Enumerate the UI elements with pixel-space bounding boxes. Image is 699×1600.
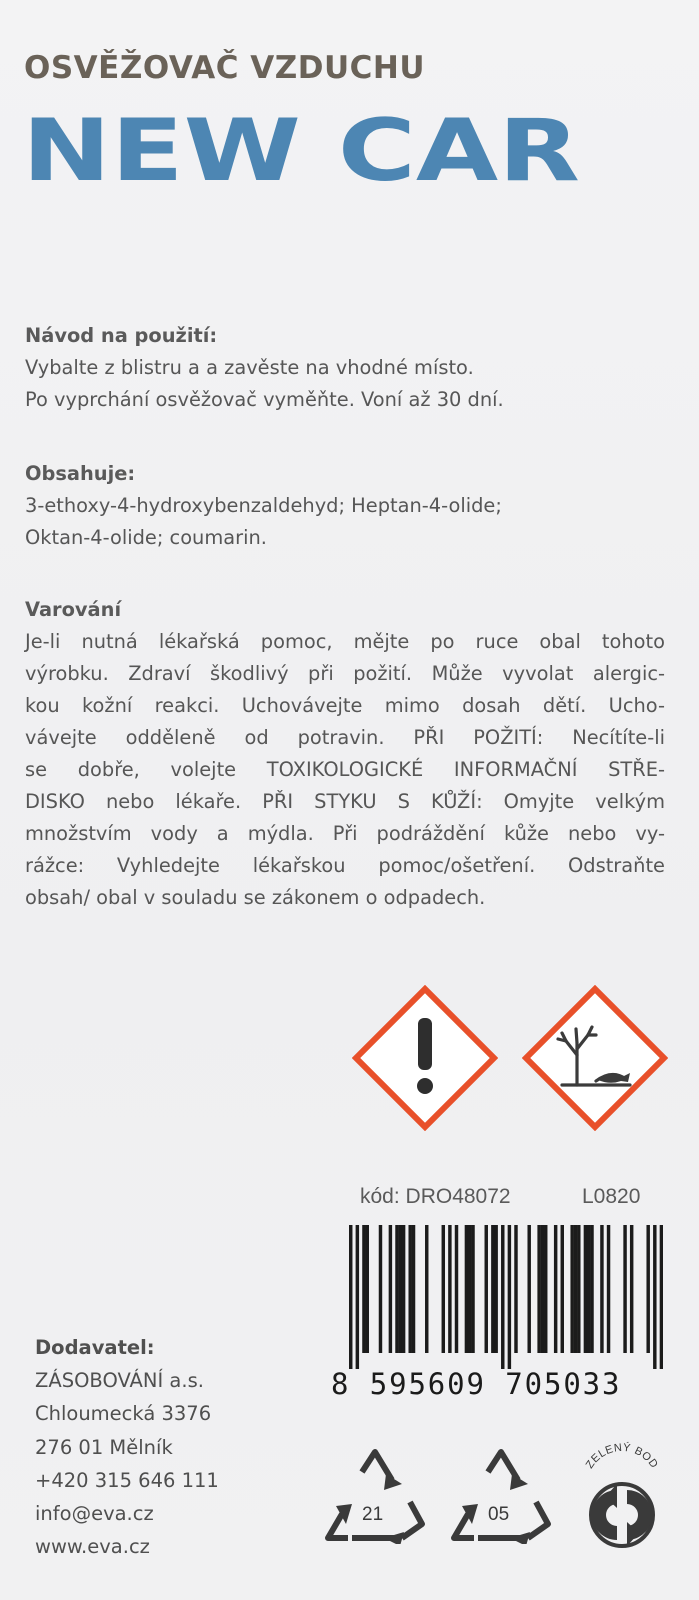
warning-line: vávejte odděleně od potravin. PŘI POŽITÍ: Necítíte-li <box>25 726 665 749</box>
supplier-line: 276 01 Mělník <box>35 1435 173 1459</box>
warning-line: DISKO nebo lékaře. PŘI STYKU S KŮŽÍ: Omyjte velkým <box>25 790 665 813</box>
contents-line: Oktan-4-olide; coumarin. <box>25 526 267 549</box>
barcode-bar <box>494 1225 497 1353</box>
barcode-bar <box>395 1225 398 1353</box>
barcode-number: 8 595609 705033 <box>331 1367 622 1401</box>
warning-line: rážce: Vyhledejte lékařskou pomoc/ošetření. Odstraňte <box>25 854 665 877</box>
supplier-line: +420 315 646 111 <box>35 1468 219 1492</box>
barcode-bar <box>537 1225 540 1353</box>
supplier-line: info@eva.cz <box>35 1502 154 1526</box>
contents-section <box>25 458 502 554</box>
recycling-triangle-icon <box>322 1448 428 1544</box>
exclamation-mark-hazard-icon <box>352 985 498 1131</box>
barcode-bar <box>399 1225 402 1353</box>
barcode-bar <box>349 1225 352 1369</box>
warning-line: výrobku. Zdraví škodlivý při požití. Může vyvolat alergic- <box>25 662 665 685</box>
supplier-line: ZÁSOBOVÁNÍ a.s. <box>35 1369 204 1393</box>
barcode-bar <box>590 1225 593 1353</box>
warning-heading: Varování <box>25 598 122 621</box>
barcode-bar <box>471 1225 474 1353</box>
recycling-symbol <box>322 1448 428 1544</box>
barcode-bar <box>570 1225 573 1353</box>
barcode-bar <box>491 1225 494 1353</box>
barcode-bar <box>442 1225 445 1353</box>
barcode-bar <box>468 1225 471 1353</box>
warning-line: obsah/ obal v souladu se zákonem o odpadech. <box>25 886 486 909</box>
instructions-section <box>25 320 504 416</box>
barcode-bar <box>508 1225 511 1369</box>
contents-line: 3-ethoxy-4-hydroxybenzaldehyd; Heptan-4-olide; <box>25 494 502 517</box>
warning-line: kou kožní reakci. Uchovávejte mimo dosah dětí. Ucho- <box>25 694 665 717</box>
barcode-bar <box>561 1225 564 1353</box>
barcode-bar <box>527 1225 530 1353</box>
warning-section <box>25 594 665 914</box>
barcode-bar <box>574 1225 577 1353</box>
barcode-bar <box>554 1225 557 1353</box>
barcode-bar <box>623 1225 626 1353</box>
barcode-bar <box>600 1225 603 1353</box>
barcode-bar <box>379 1225 382 1353</box>
product-code: kód: DRO48072 <box>360 1185 511 1208</box>
svg-text:ZELENÝ BOD <box>584 1441 660 1471</box>
warning-line: se dobře, volejte TOXIKOLOGICKÉ INFORMAČNÍ STŘE- <box>25 758 665 781</box>
barcode-bar <box>584 1225 587 1353</box>
barcode <box>349 1225 663 1369</box>
barcode-bar <box>587 1225 590 1353</box>
barcode-bar <box>425 1225 428 1353</box>
barcode-bar <box>402 1225 405 1353</box>
instructions-heading: Návod na použití: <box>25 324 218 347</box>
instructions-line: Po vyprchání osvěžovač vyměňte. Voní až 30 dní. <box>25 388 504 411</box>
barcode-bar <box>485 1225 488 1353</box>
barcode-bar <box>630 1225 633 1353</box>
lot-number: L0820 <box>582 1185 641 1208</box>
barcode-bar <box>544 1225 547 1353</box>
barcode-bar <box>412 1225 415 1353</box>
recycling-triangle-icon <box>448 1448 554 1544</box>
barcode-bar <box>541 1225 544 1353</box>
product-type-title: OSVĚŽOVAČ VZDUCHU <box>24 50 426 86</box>
barcode-bar <box>501 1225 504 1369</box>
barcode-bar <box>408 1225 411 1353</box>
supplier-line: www.eva.cz <box>35 1535 150 1559</box>
brand-logo <box>22 104 582 196</box>
barcode-bar <box>577 1225 580 1353</box>
supplier-section <box>35 1331 219 1563</box>
supplier-line: Chloumecká 3376 <box>35 1402 212 1426</box>
barcode-bar <box>607 1225 610 1353</box>
barcode-bar <box>356 1225 359 1369</box>
barcode-bar <box>465 1225 468 1353</box>
environment-hazard-icon <box>522 985 668 1131</box>
barcode-bar <box>362 1225 365 1353</box>
recycling-code: 21 <box>362 1504 384 1525</box>
barcode-bar <box>448 1225 451 1353</box>
barcode-bar <box>455 1225 458 1353</box>
barcode-bar <box>653 1225 656 1369</box>
recycling-code: 05 <box>488 1504 510 1525</box>
green-dot-icon <box>577 1440 667 1550</box>
contents-heading: Obsahuje: <box>25 462 136 485</box>
barcode-bar <box>389 1225 392 1353</box>
recycling-symbol <box>448 1448 554 1544</box>
brand-logo-text: NEW CAR <box>22 104 580 196</box>
green-dot-label: ZELENÝ BOD <box>583 1441 661 1471</box>
warning-line: Je-li nutná lékařská pomoc, mějte po ruce obal tohoto <box>25 630 665 653</box>
instructions-line: Vybalte z blistru a a zavěste na vhodné místo. <box>25 356 474 379</box>
supplier-heading: Dodavatel: <box>35 1336 155 1359</box>
barcode-bar <box>660 1225 663 1369</box>
barcode-bar <box>514 1225 517 1353</box>
barcode-bar <box>646 1225 649 1353</box>
warning-line: množstvím vody a mýdla. Při podráždění kůže nebo vy- <box>25 822 665 845</box>
barcode-bar <box>366 1225 369 1353</box>
